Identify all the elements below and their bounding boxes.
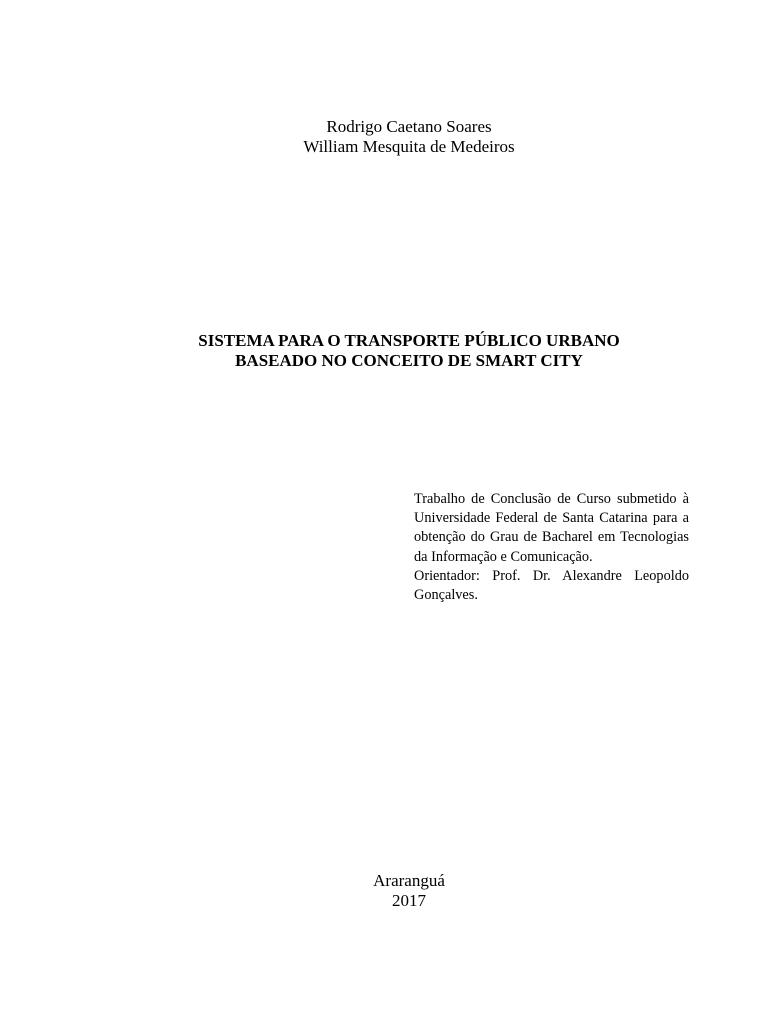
author-name: William Mesquita de Medeiros (303, 137, 515, 156)
city: Araranguá (373, 871, 445, 890)
place-and-year (0, 871, 768, 911)
nature-description: Trabalho de Conclusão de Curso submetido à Universidade Federal de Santa Catarina para a obtenção do Grau de Bacharel em Tecnologias da Informação e Comunicação. (414, 491, 689, 565)
year: 2017 (392, 891, 426, 910)
author-list (0, 117, 768, 157)
document-title (0, 331, 768, 371)
advisor-line: Orientador: Prof. Dr. Alexandre Leopoldo Gonçalves. (414, 567, 689, 604)
title-line: SISTEMA PARA O TRANSPORTE PÚBLICO URBANO (198, 331, 620, 350)
author-name: Rodrigo Caetano Soares (326, 117, 492, 136)
nature-of-work-block (414, 490, 689, 605)
title-line: BASEADO NO CONCEITO DE SMART CITY (235, 351, 583, 370)
